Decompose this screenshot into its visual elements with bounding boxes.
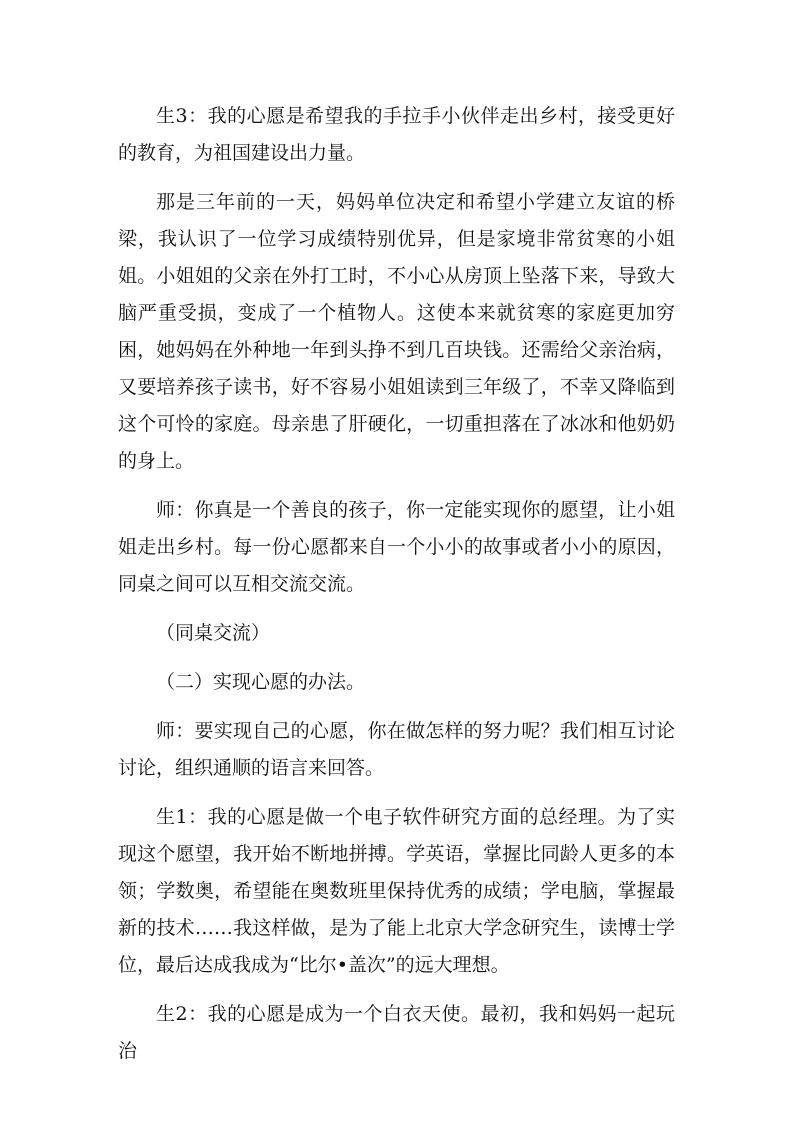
paragraph-teacher-response: 师：你真是一个善良的孩子，你一定能实现你的愿望，让小姐姐走出乡村。每一份心愿都来自一个小小的故事或者小小的原因，同桌之间可以互相交流交流。 (118, 499, 675, 595)
paragraph-story: 那是三年前的一天，妈妈单位决定和希望小学建立友谊的桥梁，我认识了一位学习成绩特别优异，但是家境非常贫寒的小姐姐。小姐姐的父亲在外打工时，不小心从房顶上坠落下来，导致大脑严重受损，变成了一个植物人。这使本来就贫寒的家庭更加穷困，她妈妈在外种地一年到头挣不到几百块钱。还需给父亲治病，又要培养孩子读书，好不容易小姐姐读到三年级了，不幸又降临到这个可怜的家庭。母亲患了肝硬化，一切重担落在了冰冰和他奶奶的身上。 (118, 191, 675, 472)
paragraph-student1-wish: 生1：我的心愿是做一个电子软件研究方面的总经理。为了实现这个愿望，我开始不断地拼搏。学英语，掌握比同龄人更多的本领；学数奥，希望能在奥数班里保持优秀的成绩；学电脑，掌握最新的技术……我这样做，是为了能上北京大学念研究生，读博士学位，最后达成我成为“比尔•盖次”的远大理想。 (118, 806, 675, 976)
document-body (118, 98, 675, 1082)
paragraph-teacher-question: 师：要实现自己的心愿，你在做怎样的努力呢？我们相互讨论讨论，组织通顺的语言来回答。 (118, 720, 675, 779)
paragraph-student2-wish: 生2：我的心愿是成为一个白衣天使。最初，我和妈妈一起玩治 (118, 1003, 675, 1062)
paragraph-student3-wish: 生3：我的心愿是希望我的手拉手小伙伴走出乡村，接受更好的教育，为祖国建设出力量。 (118, 105, 675, 164)
section-heading-methods: （二）实现心愿的办法。 (156, 671, 366, 693)
paragraph-desk-exchange: （同桌交流） (156, 622, 271, 644)
